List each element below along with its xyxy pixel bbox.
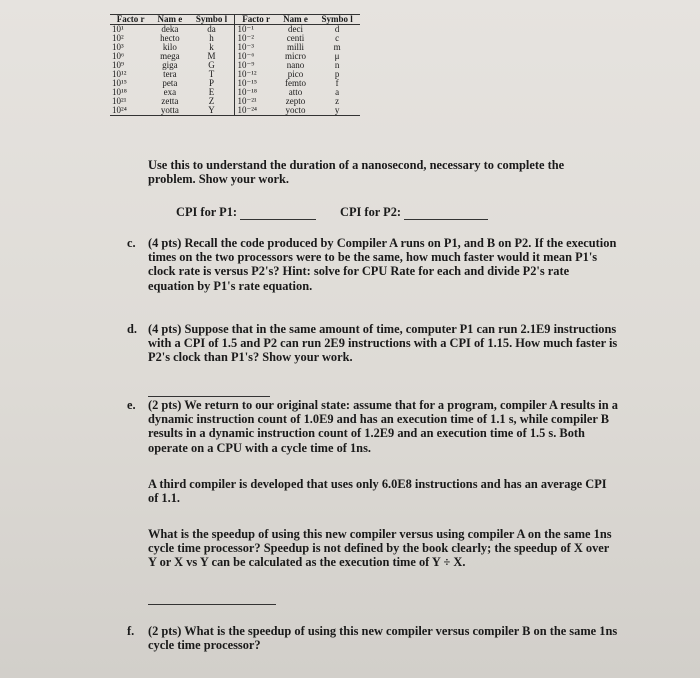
cpi-p1-line (176, 205, 316, 220)
name-cell: femto (284, 78, 306, 88)
cpi-p2-blank[interactable] (404, 219, 488, 220)
question-f-text: (2 pts) What is the speedup of using this new compiler versus compiler B on the same 1ns cycle time processor? (148, 624, 618, 653)
name-cell: centi (286, 33, 305, 43)
factor-cell: 10⁻¹⁸ (235, 88, 277, 97)
name-cell: mega (160, 51, 180, 61)
cpi-p2-line (340, 205, 488, 220)
factor-cell: 10¹ (112, 24, 124, 34)
question-e-text: (2 pts) We return to our original state: assume that for a program, compiler A results in a dynamic instruction count of 1.0E9 and has an execution time of 1.1 s, while compiler B results in a dynamic instruction count of 1.2E9 and an execution time of 1.5 s. Both operate on a CPU with a cycle time of 1ns. (148, 398, 618, 455)
symbol-cell: c (335, 33, 340, 43)
header-factor: Facto r (235, 15, 277, 25)
question-f-label: f. (127, 624, 135, 638)
symbol-cell: E (208, 87, 215, 97)
symbol-cell: z (335, 96, 340, 106)
name-cell: milli (286, 42, 304, 52)
table-row (110, 25, 360, 35)
name-cell: nano (286, 60, 305, 70)
question-c-label: c. (127, 236, 136, 250)
factor-cell: 10⁻⁶ (235, 52, 277, 61)
header-name: Nam e (157, 14, 183, 24)
symbol-cell: T (208, 69, 215, 79)
factor-cell: 10⁻²⁴ (235, 106, 277, 116)
factor-cell: 10⁻²¹ (235, 97, 277, 106)
name-cell: yotta (160, 105, 179, 115)
symbol-cell: p (334, 69, 340, 79)
intro-text: Use this to understand the duration of a nanosecond, necessary to complete the problem. Show your work. (148, 158, 565, 187)
table-header-row (110, 15, 360, 25)
symbol-cell: m (333, 42, 341, 52)
table-row (110, 88, 360, 97)
symbol-cell: y (334, 105, 340, 115)
header-symbol: Symbo l (321, 14, 353, 24)
symbol-cell: n (334, 60, 340, 70)
table-row (110, 106, 360, 116)
question-d-text: (4 pts) Suppose that in the same amount of time, computer P1 can run 2.1E9 instructions with a CPI of 1.5 and P2 can run 2E9 instructions with a CPI of 1.15. How much faster is P2's clock than P1's? Show your work. (148, 322, 618, 365)
factor-cell: 10¹² (112, 69, 127, 79)
name-cell: zetta (161, 96, 179, 106)
symbol-cell: h (209, 33, 214, 43)
table-row (110, 52, 360, 61)
factor-cell: 10¹⁵ (112, 78, 127, 88)
factor-cell: 10²⁴ (112, 105, 127, 115)
table-row (110, 79, 360, 88)
factor-cell: 10⁻³ (235, 43, 277, 52)
symbol-cell: G (208, 60, 215, 70)
symbol-cell: k (209, 42, 214, 52)
factor-cell: 10⁶ (112, 51, 125, 61)
symbol-cell: M (207, 51, 216, 61)
speedup-a-question: What is the speedup of using this new compiler versus using compiler A on the same 1ns cycle time processor? Speedup is not defined by the book clearly; the speedup of X over Y or X vs Y can be calculated as the execution time of Y ÷ X. (148, 527, 612, 570)
factor-cell: 10² (112, 33, 124, 43)
name-cell: micro (284, 51, 306, 61)
si-prefix-table (110, 14, 360, 116)
name-cell: pico (287, 69, 304, 79)
table-row (110, 70, 360, 79)
symbol-cell: f (335, 78, 339, 88)
table-row (110, 43, 360, 52)
table-row (110, 97, 360, 106)
symbol-cell: d (334, 24, 340, 34)
question-d-label: d. (127, 322, 137, 336)
header-name: Nam e (283, 14, 308, 24)
name-cell: giga (162, 60, 178, 70)
factor-cell: 10⁻⁹ (235, 61, 277, 70)
symbol-cell: Y (208, 105, 215, 115)
symbol-cell: P (208, 78, 214, 88)
factor-cell: 10²¹ (112, 96, 127, 106)
factor-cell: 10⁻¹⁵ (235, 79, 277, 88)
name-cell: deka (161, 24, 179, 34)
answer-line-e[interactable] (148, 604, 276, 605)
table-row (110, 34, 360, 43)
header-symbol: Symbo l (195, 14, 228, 24)
name-cell: peta (162, 78, 178, 88)
name-cell: yocto (285, 105, 306, 115)
question-c-text: (4 pts) Recall the code produced by Compiler A runs on P1, and B on P2. If the execution times on the two processors were to be the same, how much faster would it mean P1's clock rate is versus P2's? Hint: solve for CPU Rate for each and divide P2's rate equation by P1's rate equation. (148, 236, 617, 293)
factor-cell: 10¹⁸ (112, 87, 127, 97)
answer-line-d[interactable] (148, 396, 270, 397)
name-cell: tera (163, 69, 177, 79)
factor-cell: 10⁻¹ (235, 25, 277, 35)
name-cell: exa (163, 87, 177, 97)
header-factor: Facto r (116, 14, 145, 24)
name-cell: kilo (162, 42, 177, 52)
name-cell: atto (288, 87, 303, 97)
symbol-cell: Z (208, 96, 215, 106)
cpi-p2-label: CPI for P2: (340, 205, 402, 219)
cpi-p1-label: CPI for P1: (176, 205, 238, 219)
factor-cell: 10⁹ (112, 60, 125, 70)
table-row (110, 61, 360, 70)
name-cell: hecto (160, 33, 180, 43)
factor-cell: 10⁻² (235, 34, 277, 43)
third-compiler-text: A third compiler is developed that uses only 6.0E8 instructions and has an average CPI of 1.1. (148, 477, 607, 506)
symbol-cell: a (335, 87, 340, 97)
question-e-label: e. (127, 398, 136, 412)
name-cell: zepto (285, 96, 306, 106)
factor-cell: 10³ (112, 42, 124, 52)
symbol-cell: μ (334, 51, 340, 61)
cpi-p1-blank[interactable] (240, 219, 316, 220)
factor-cell: 10⁻¹² (235, 70, 277, 79)
name-cell: deci (287, 24, 303, 34)
symbol-cell: da (207, 24, 216, 34)
